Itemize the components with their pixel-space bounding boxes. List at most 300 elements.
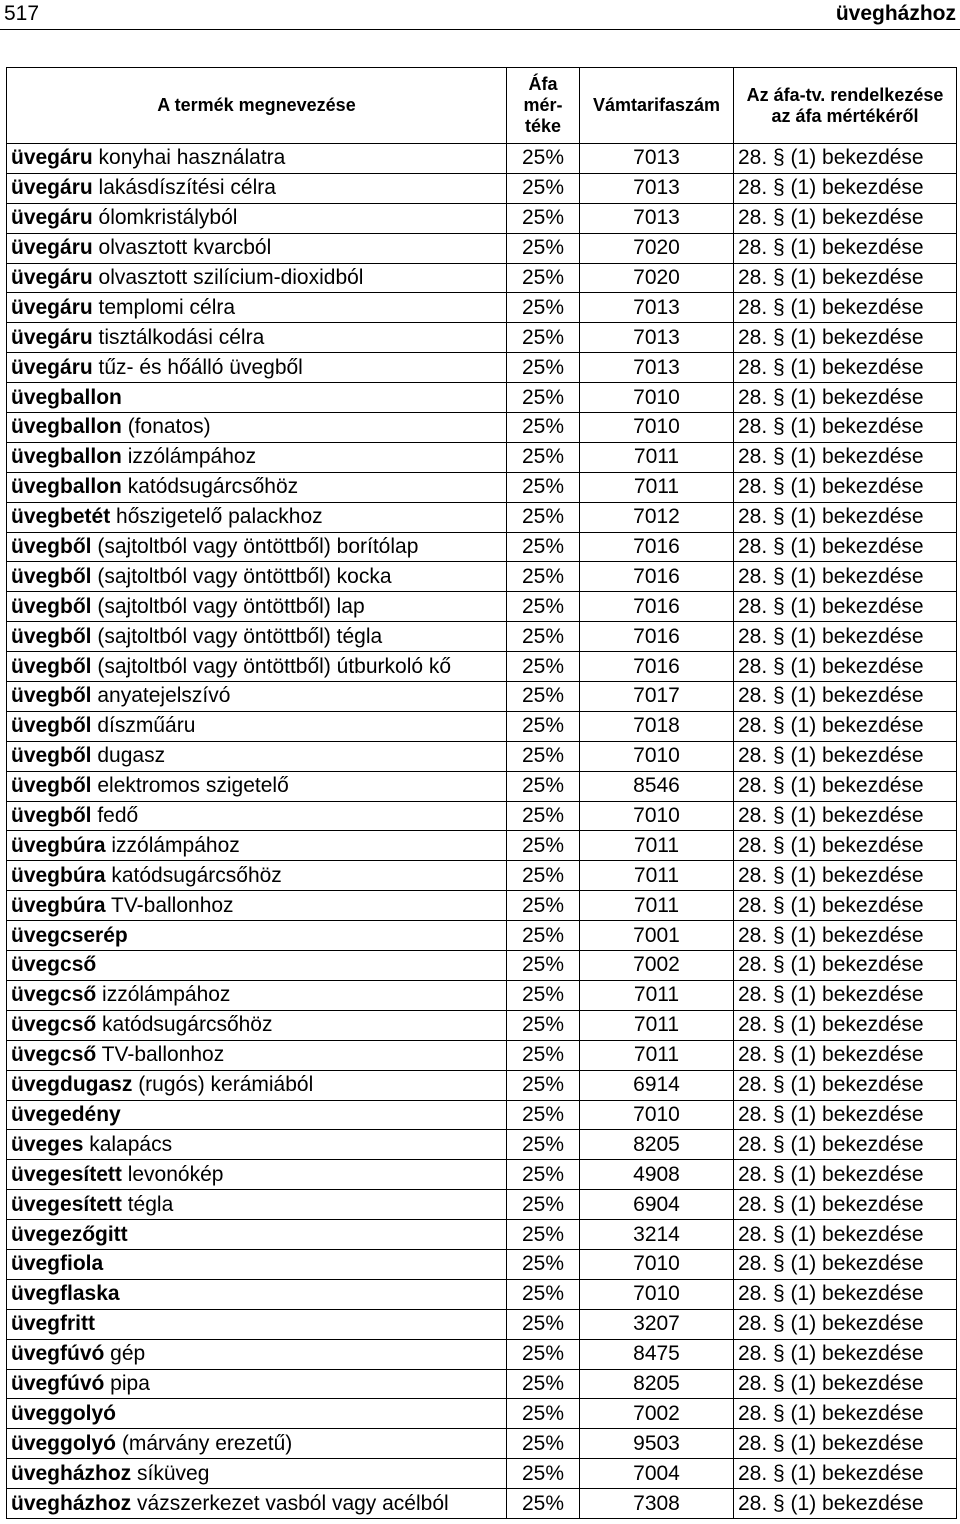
table-row (7, 711, 957, 741)
vat-rate-cell: 25% (507, 1309, 580, 1339)
legal-provision-cell: 28. § (1) bekezdése (734, 203, 957, 233)
vat-rate-cell: 25% (507, 711, 580, 741)
tariff-number-cell: 7010 (580, 1279, 734, 1309)
vat-rate-cell: 25% (507, 1339, 580, 1369)
product-keyword: üvegből (11, 684, 92, 708)
tariff-number-cell: 6914 (580, 1070, 734, 1100)
tariff-number-cell: 7016 (580, 532, 734, 562)
product-name-cell (7, 741, 507, 771)
legal-provision-cell: 28. § (1) bekezdése (734, 1040, 957, 1070)
product-name-cell (7, 801, 507, 831)
vat-rate-cell: 25% (507, 413, 580, 443)
vat-rate-cell: 25% (507, 1100, 580, 1130)
product-keyword: üvegházhoz (11, 1461, 132, 1485)
product-description: pipa (104, 1371, 150, 1395)
table-row (7, 293, 957, 323)
table-row (7, 592, 957, 622)
legal-provision-cell: 28. § (1) bekezdése (734, 323, 957, 353)
table-row (7, 1309, 957, 1339)
product-keyword: üvegből (11, 594, 92, 618)
product-description: katódsugárcsőhöz (121, 475, 299, 499)
product-name-cell (7, 831, 507, 861)
vat-rate-cell: 25% (507, 1429, 580, 1459)
vat-rate-cell: 25% (507, 921, 580, 951)
table-row (7, 353, 957, 383)
legal-provision-cell: 28. § (1) bekezdése (734, 293, 957, 323)
product-name-cell (7, 203, 507, 233)
vat-rate-cell: 25% (507, 203, 580, 233)
vat-rate-cell: 25% (507, 980, 580, 1010)
vat-rate-cell: 25% (507, 383, 580, 413)
table-row (7, 1279, 957, 1309)
vat-rate-cell: 25% (507, 652, 580, 682)
tariff-number-cell: 7016 (580, 562, 734, 592)
table-row (7, 921, 957, 951)
product-description: tégla (121, 1192, 174, 1216)
legal-provision-cell: 28. § (1) bekezdése (734, 771, 957, 801)
product-keyword: üveggolyó (11, 1431, 117, 1455)
legal-provision-cell: 28. § (1) bekezdése (734, 831, 957, 861)
product-description: katódsugárcsőhöz (105, 863, 282, 887)
product-description: tűz- és hőálló üvegből (92, 355, 303, 379)
legal-provision-cell: 28. § (1) bekezdése (734, 1010, 957, 1040)
table-row (7, 1339, 957, 1369)
product-keyword: üvegesített (11, 1162, 122, 1186)
col-header-tariff-number: Vámtarifaszám (580, 68, 734, 144)
product-description: (sajtoltból vagy öntöttből) borítólap (91, 535, 419, 559)
product-keyword: üvegdugasz (11, 1073, 133, 1097)
table-row (7, 980, 957, 1010)
page-header (0, 0, 960, 30)
product-description: (sajtoltból vagy öntöttből) lap (91, 594, 365, 618)
tariff-number-cell: 7010 (580, 741, 734, 771)
legal-provision-cell: 28. § (1) bekezdése (734, 1070, 957, 1100)
vat-rate-cell: 25% (507, 951, 580, 981)
product-name-cell (7, 173, 507, 203)
product-keyword: üvegcső (11, 953, 97, 977)
table-row (7, 1249, 957, 1279)
product-keyword: üvegballon (11, 475, 122, 499)
table-row (7, 1399, 957, 1429)
table-row (7, 771, 957, 801)
vat-rate-cell: 25% (507, 1399, 580, 1429)
tariff-number-cell: 7004 (580, 1459, 734, 1489)
vat-rate-cell: 25% (507, 293, 580, 323)
running-head: üvegházhoz (835, 2, 956, 25)
legal-provision-cell: 28. § (1) bekezdése (734, 1489, 957, 1519)
product-name-cell (7, 980, 507, 1010)
table-row (7, 652, 957, 682)
table-row (7, 562, 957, 592)
product-name-cell (7, 413, 507, 443)
table-row (7, 442, 957, 472)
table-row (7, 1070, 957, 1100)
product-description: dugasz (91, 744, 166, 768)
tariff-number-cell: 7016 (580, 592, 734, 622)
product-keyword: üvegből (11, 714, 92, 738)
legal-provision-cell: 28. § (1) bekezdése (734, 1130, 957, 1160)
product-keyword: üvegáru (11, 295, 93, 319)
vat-rate-cell: 25% (507, 801, 580, 831)
product-keyword: üvegballon (11, 415, 122, 439)
tariff-number-cell: 7011 (580, 891, 734, 921)
product-name-cell (7, 652, 507, 682)
product-description: olvasztott szilícium-dioxidból (92, 266, 364, 289)
product-name-cell (7, 1070, 507, 1100)
tariff-number-cell: 7013 (580, 293, 734, 323)
vat-rate-cell: 25% (507, 741, 580, 771)
product-description: TV-ballonhoz (96, 1043, 225, 1067)
product-keyword: üvegből (11, 535, 92, 559)
product-name-cell (7, 263, 507, 293)
product-name-cell (7, 233, 507, 263)
table-header (7, 68, 957, 144)
product-name-cell (7, 1040, 507, 1070)
product-name-cell (7, 353, 507, 383)
tariff-number-cell: 7013 (580, 323, 734, 353)
product-description: kalapács (83, 1132, 173, 1156)
legal-provision-cell: 28. § (1) bekezdése (734, 413, 957, 443)
product-description: lakásdíszítési célra (92, 176, 276, 200)
product-name-cell (7, 682, 507, 712)
legal-provision-cell: 28. § (1) bekezdése (734, 711, 957, 741)
vat-rate-cell: 25% (507, 891, 580, 921)
tariff-number-cell: 9503 (580, 1429, 734, 1459)
legal-provision-cell: 28. § (1) bekezdése (734, 233, 957, 263)
tariff-number-cell: 7012 (580, 502, 734, 532)
product-keyword: üveggolyó (11, 1401, 117, 1425)
table-row (7, 1489, 957, 1519)
table-row (7, 1130, 957, 1160)
product-name-cell (7, 622, 507, 652)
table-row (7, 203, 957, 233)
legal-provision-cell: 28. § (1) bekezdése (734, 741, 957, 771)
product-keyword: üvegfúvó (11, 1342, 105, 1366)
product-keyword: üvegházhoz (11, 1491, 132, 1515)
vat-rate-cell: 25% (507, 144, 580, 174)
product-description: anyatejelszívó (91, 684, 231, 708)
table-row (7, 1369, 957, 1399)
product-keyword: üveges (11, 1132, 84, 1156)
tariff-number-cell: 7002 (580, 1399, 734, 1429)
table-row (7, 1040, 957, 1070)
table-row (7, 173, 957, 203)
legal-provision-cell: 28. § (1) bekezdése (734, 1190, 957, 1220)
product-name-cell (7, 771, 507, 801)
tariff-number-cell: 7016 (580, 652, 734, 682)
tariff-number-cell: 7013 (580, 173, 734, 203)
vat-rate-cell: 25% (507, 1220, 580, 1250)
legal-provision-cell: 28. § (1) bekezdése (734, 1309, 957, 1339)
product-name-cell (7, 921, 507, 951)
vat-rate-cell: 25% (507, 1249, 580, 1279)
product-name-cell (7, 1249, 507, 1279)
legal-provision-cell: 28. § (1) bekezdése (734, 921, 957, 951)
product-name-cell (7, 1339, 507, 1369)
product-keyword: üvegből (11, 774, 92, 798)
product-description: ólomkristályból (92, 206, 238, 230)
product-description: tisztálkodási célra (92, 325, 265, 349)
product-name-cell (7, 1399, 507, 1429)
product-keyword: üvegfúvó (11, 1371, 105, 1395)
vat-rate-table (6, 67, 957, 1519)
product-keyword: üvegezőgitt (11, 1222, 128, 1246)
legal-provision-cell: 28. § (1) bekezdése (734, 1339, 957, 1369)
tariff-number-cell: 7011 (580, 1010, 734, 1040)
table-body (7, 144, 957, 1519)
table-row (7, 801, 957, 831)
product-name-cell (7, 323, 507, 353)
tariff-number-cell: 7013 (580, 144, 734, 174)
legal-provision-cell: 28. § (1) bekezdése (734, 1369, 957, 1399)
legal-provision-cell: 28. § (1) bekezdése (734, 1249, 957, 1279)
product-keyword: üvegfiola (11, 1252, 104, 1276)
tariff-number-cell: 7017 (580, 682, 734, 712)
table-row (7, 1190, 957, 1220)
vat-rate-cell: 25% (507, 502, 580, 532)
tariff-number-cell: 7011 (580, 861, 734, 891)
table-row (7, 1429, 957, 1459)
vat-rate-cell: 25% (507, 562, 580, 592)
product-name-cell (7, 1130, 507, 1160)
product-keyword: üvegáru (11, 206, 93, 230)
product-name-cell (7, 711, 507, 741)
product-name-cell (7, 1459, 507, 1489)
product-name-cell (7, 891, 507, 921)
legal-provision-cell: 28. § (1) bekezdése (734, 472, 957, 502)
table-row (7, 532, 957, 562)
tariff-number-cell: 7010 (580, 801, 734, 831)
product-keyword: üvegcserép (11, 923, 128, 947)
table-row (7, 323, 957, 353)
tariff-number-cell: 8205 (580, 1369, 734, 1399)
legal-provision-cell: 28. § (1) bekezdése (734, 951, 957, 981)
product-keyword: üvegballon (11, 445, 122, 469)
vat-rate-cell: 25% (507, 682, 580, 712)
vat-rate-cell: 25% (507, 532, 580, 562)
tariff-number-cell: 7013 (580, 203, 734, 233)
legal-provision-cell: 28. § (1) bekezdése (734, 801, 957, 831)
page-number: 517 (4, 2, 40, 25)
product-description: templomi célra (92, 295, 236, 319)
product-keyword: üvegbúra (11, 863, 106, 887)
product-keyword: üvegből (11, 804, 92, 828)
vat-rate-cell: 25% (507, 1190, 580, 1220)
product-keyword: üvegből (11, 744, 92, 768)
product-keyword: üvegáru (11, 266, 93, 289)
legal-provision-cell: 28. § (1) bekezdése (734, 682, 957, 712)
product-keyword: üvegáru (11, 176, 93, 200)
legal-provision-cell: 28. § (1) bekezdése (734, 144, 957, 174)
product-description: (sajtoltból vagy öntöttből) útburkoló kő (91, 654, 452, 678)
product-name-cell (7, 1160, 507, 1190)
product-name-cell (7, 562, 507, 592)
tariff-number-cell: 7011 (580, 442, 734, 472)
table-row (7, 1160, 957, 1190)
vat-rate-cell: 25% (507, 353, 580, 383)
table-row (7, 1220, 957, 1250)
product-description: elektromos szigetelő (91, 774, 289, 798)
product-name-cell (7, 1220, 507, 1250)
product-description: hőszigetelő palackhoz (110, 505, 323, 529)
tariff-number-cell: 7010 (580, 1100, 734, 1130)
vat-rate-cell: 25% (507, 831, 580, 861)
tariff-number-cell: 7020 (580, 233, 734, 263)
vat-rate-cell: 25% (507, 1010, 580, 1040)
product-keyword: üvegáru (11, 325, 93, 349)
product-keyword: üvegből (11, 654, 92, 678)
vat-rate-cell: 25% (507, 233, 580, 263)
legal-provision-cell: 28. § (1) bekezdése (734, 502, 957, 532)
tariff-number-cell: 8546 (580, 771, 734, 801)
product-description: izzólámpához (105, 833, 240, 857)
vat-rate-cell: 25% (507, 1489, 580, 1519)
tariff-number-cell: 3207 (580, 1309, 734, 1339)
product-name-cell (7, 592, 507, 622)
tariff-number-cell: 7010 (580, 383, 734, 413)
vat-rate-cell: 25% (507, 1160, 580, 1190)
table-row (7, 682, 957, 712)
vat-rate-cell: 25% (507, 1459, 580, 1489)
legal-provision-cell: 28. § (1) bekezdése (734, 592, 957, 622)
product-description: levonókép (121, 1162, 224, 1186)
table-row (7, 951, 957, 981)
product-name-cell (7, 144, 507, 174)
product-keyword: üvegbúra (11, 833, 106, 857)
legal-provision-cell: 28. § (1) bekezdése (734, 353, 957, 383)
product-keyword: üvegbúra (11, 893, 106, 917)
col-header-product-name: A termék megnevezése (7, 68, 507, 144)
product-description: TV-ballonhoz (105, 893, 234, 917)
product-description: konyhai használatra (92, 146, 286, 170)
table-row (7, 1010, 957, 1040)
header-row (7, 68, 957, 144)
table-row (7, 861, 957, 891)
legal-provision-cell: 28. § (1) bekezdése (734, 442, 957, 472)
table-row (7, 383, 957, 413)
tariff-number-cell: 6904 (580, 1190, 734, 1220)
product-name-cell (7, 502, 507, 532)
legal-provision-cell: 28. § (1) bekezdése (734, 1459, 957, 1489)
product-description: síküveg (131, 1461, 210, 1485)
product-keyword: üvegcső (11, 1013, 97, 1037)
table-row (7, 472, 957, 502)
legal-provision-cell: 28. § (1) bekezdése (734, 173, 957, 203)
table-row (7, 263, 957, 293)
legal-provision-cell: 28. § (1) bekezdése (734, 263, 957, 293)
product-keyword: üvegedény (11, 1102, 121, 1126)
tariff-number-cell: 7002 (580, 951, 734, 981)
legal-provision-cell: 28. § (1) bekezdése (734, 1399, 957, 1429)
legal-provision-cell: 28. § (1) bekezdése (734, 1220, 957, 1250)
product-name-cell (7, 1190, 507, 1220)
tariff-number-cell: 8475 (580, 1339, 734, 1369)
product-description: katódsugárcsőhöz (96, 1013, 273, 1037)
table-row (7, 1459, 957, 1489)
product-name-cell (7, 1369, 507, 1399)
tariff-number-cell: 7308 (580, 1489, 734, 1519)
product-name-cell (7, 293, 507, 323)
tariff-number-cell: 7016 (580, 622, 734, 652)
table-row (7, 233, 957, 263)
tariff-number-cell: 7011 (580, 1040, 734, 1070)
legal-provision-cell: 28. § (1) bekezdése (734, 652, 957, 682)
vat-rate-cell: 25% (507, 1130, 580, 1160)
product-keyword: üvegáru (11, 355, 93, 379)
vat-rate-cell: 25% (507, 173, 580, 203)
product-name-cell (7, 472, 507, 502)
product-description: (rugós) kerámiából (132, 1073, 314, 1097)
legal-provision-cell: 28. § (1) bekezdése (734, 1429, 957, 1459)
tariff-number-cell: 7010 (580, 1249, 734, 1279)
vat-rate-cell: 25% (507, 442, 580, 472)
table-row (7, 741, 957, 771)
product-description: díszműáru (91, 714, 196, 738)
product-name-cell (7, 1489, 507, 1519)
product-description: gép (104, 1342, 146, 1366)
vat-rate-cell: 25% (507, 1070, 580, 1100)
vat-rate-cell: 25% (507, 1369, 580, 1399)
tariff-number-cell: 3214 (580, 1220, 734, 1250)
legal-provision-cell: 28. § (1) bekezdése (734, 383, 957, 413)
product-description: izzólámpához (96, 983, 231, 1007)
product-name-cell (7, 383, 507, 413)
product-description: (sajtoltból vagy öntöttből) kocka (91, 564, 392, 588)
product-keyword: üvegbetét (11, 505, 111, 529)
legal-provision-cell: 28. § (1) bekezdése (734, 1100, 957, 1130)
legal-provision-cell: 28. § (1) bekezdése (734, 532, 957, 562)
legal-provision-cell: 28. § (1) bekezdése (734, 1160, 957, 1190)
tariff-number-cell: 7013 (580, 353, 734, 383)
product-name-cell (7, 861, 507, 891)
product-description: vázszerkezet vasból vagy acélból (131, 1491, 449, 1515)
legal-provision-cell: 28. § (1) bekezdése (734, 1279, 957, 1309)
product-description: (fonatos) (121, 415, 211, 439)
tariff-number-cell: 7011 (580, 980, 734, 1010)
tariff-number-cell: 7020 (580, 263, 734, 293)
legal-provision-cell: 28. § (1) bekezdése (734, 562, 957, 592)
product-name-cell (7, 1429, 507, 1459)
vat-rate-cell: 25% (507, 861, 580, 891)
tariff-number-cell: 7011 (580, 831, 734, 861)
product-description: fedő (91, 804, 139, 828)
product-description: olvasztott kvarcból (92, 236, 272, 260)
table-row (7, 622, 957, 652)
table-row (7, 502, 957, 532)
product-keyword: üvegáru (11, 236, 93, 260)
vat-rate-cell: 25% (507, 622, 580, 652)
legal-provision-cell: 28. § (1) bekezdése (734, 980, 957, 1010)
table-row (7, 144, 957, 174)
tariff-number-cell: 7010 (580, 413, 734, 443)
product-keyword: üvegesített (11, 1192, 122, 1216)
vat-rate-cell: 25% (507, 592, 580, 622)
product-keyword: üvegből (11, 624, 92, 648)
vat-rate-cell: 25% (507, 323, 580, 353)
table-row (7, 413, 957, 443)
product-name-cell (7, 532, 507, 562)
product-keyword: üvegballon (11, 385, 122, 409)
table-row (7, 831, 957, 861)
product-keyword: üvegáru (11, 146, 93, 170)
product-description: (sajtoltból vagy öntöttből) tégla (91, 624, 383, 648)
product-name-cell (7, 442, 507, 472)
legal-provision-cell: 28. § (1) bekezdése (734, 622, 957, 652)
table-row (7, 1100, 957, 1130)
tariff-number-cell: 4908 (580, 1160, 734, 1190)
vat-rate-cell: 25% (507, 1279, 580, 1309)
product-description: izzólámpához (121, 445, 257, 469)
